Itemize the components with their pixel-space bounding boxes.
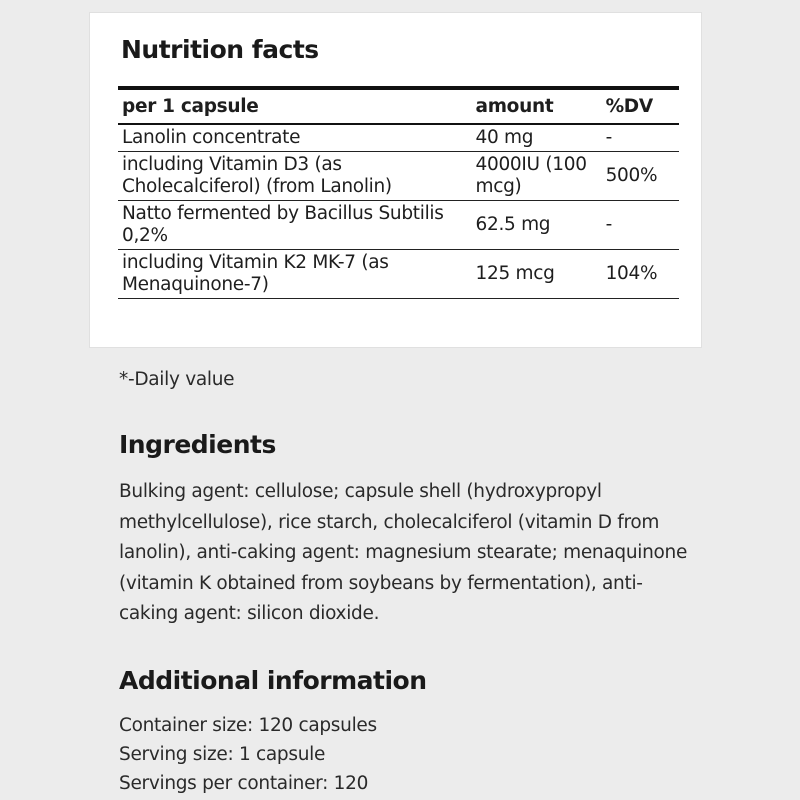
table-row xyxy=(118,124,679,152)
table-row xyxy=(118,250,679,299)
table-row xyxy=(118,152,679,201)
row-dv: 500% xyxy=(602,152,679,201)
nutrition-facts-card xyxy=(89,12,702,348)
header-amount: amount xyxy=(472,88,602,124)
row-name: including Vitamin D3 (as Cholecalciferol) (from Lanolin) xyxy=(118,152,472,201)
row-name: Natto fermented by Bacillus Subtilis 0,2% xyxy=(118,201,472,250)
ingredients-title: Ingredients xyxy=(119,430,276,459)
nutrition-header-row xyxy=(118,88,679,124)
row-amount: 4000IU (100 mcg) xyxy=(472,152,602,201)
header-dv: %DV xyxy=(602,88,679,124)
servings-per-container-line: Servings per container: 120 xyxy=(119,773,369,794)
row-name: including Vitamin K2 MK-7 (as Menaquinone-7) xyxy=(118,250,472,299)
additional-information-title: Additional information xyxy=(119,666,427,695)
ingredients-text: Bulking agent: cellulose; capsule shell (hydroxypropyl methylcellulose), rice starch, cholecalciferol (vitamin D from lanolin), anti-caking agent: magnesium stearate; menaquinone (vitamin K obtained from soybeans by fermentation), anti-caking agent: silicon dioxide. xyxy=(119,481,688,624)
header-per-capsule: per 1 capsule xyxy=(118,88,472,124)
row-amount: 125 mcg xyxy=(472,250,602,299)
row-dv: 104% xyxy=(602,250,679,299)
row-amount: 40 mg xyxy=(472,124,602,152)
container-size-line: Container size: 120 capsules xyxy=(119,715,377,736)
nutrition-facts-title: Nutrition facts xyxy=(121,35,319,64)
table-row xyxy=(118,201,679,250)
row-dv: - xyxy=(602,201,679,250)
nutrition-table xyxy=(118,86,679,299)
row-name: Lanolin concentrate xyxy=(118,124,472,152)
row-dv: - xyxy=(602,124,679,152)
row-amount: 62.5 mg xyxy=(472,201,602,250)
additional-information-list xyxy=(119,711,377,798)
daily-value-footnote: *-Daily value xyxy=(119,369,235,390)
serving-size-line: Serving size: 1 capsule xyxy=(119,744,326,765)
